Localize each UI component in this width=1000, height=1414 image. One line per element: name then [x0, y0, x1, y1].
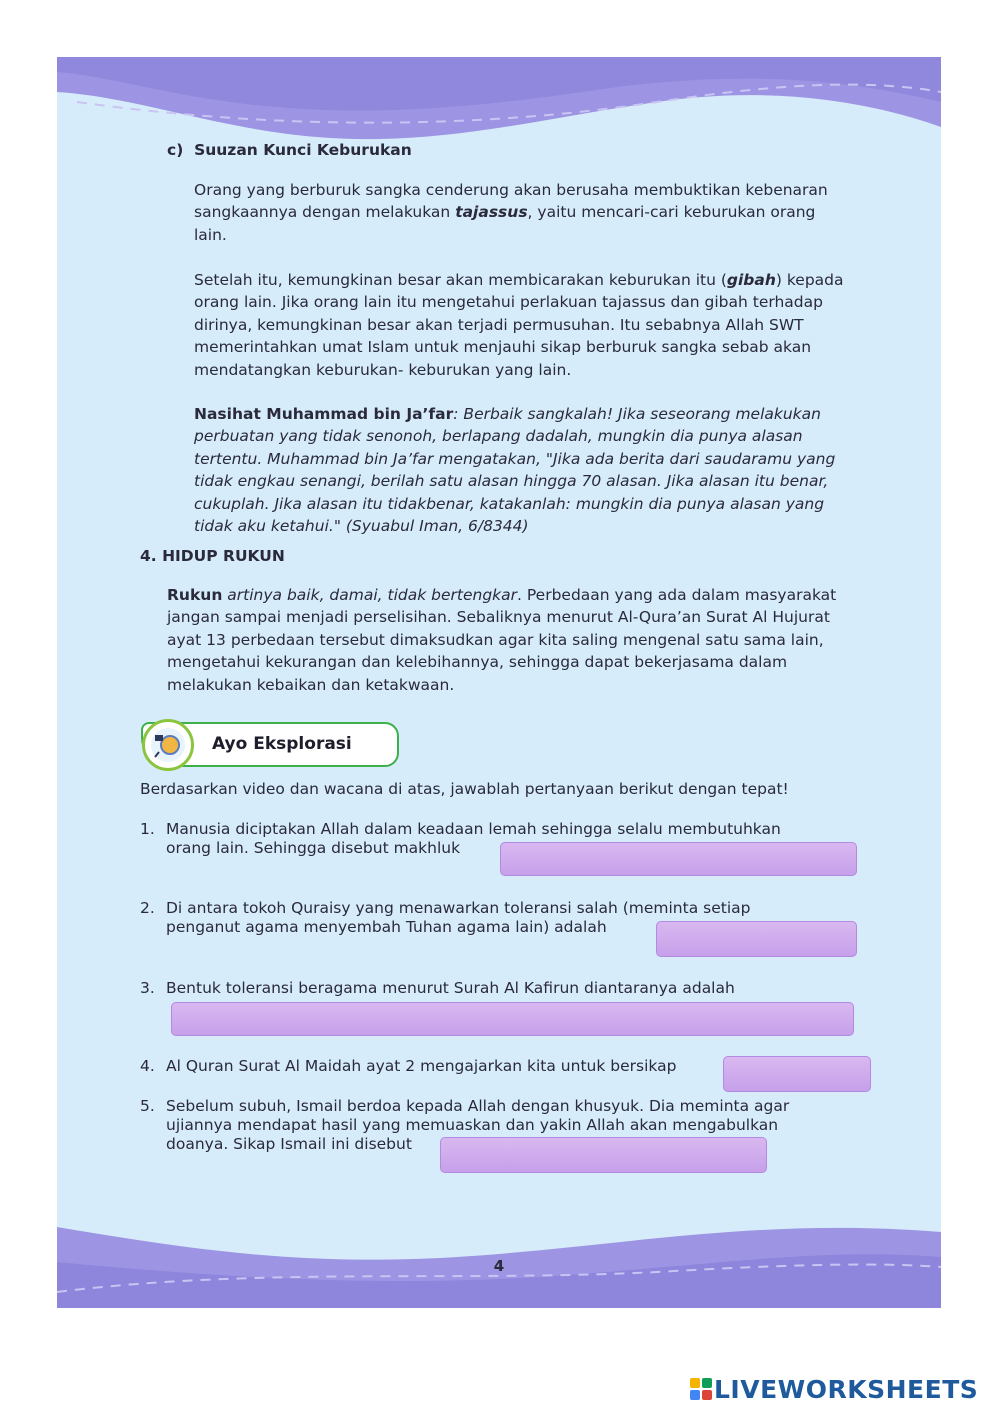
section-c-paragraph-1: Orang yang berburuk sangka cenderung akan berusaha membuktikan kebenaran sangkaannya dengan melakukan tajassus, yaitu mencari-cari keburukan orang lain.	[194, 180, 828, 244]
section-c-paragraph-2: Setelah itu, kemungkinan besar akan membicarakan keburukan itu (gibah) kepada orang lain. Jika orang lain itu mengetahui perlakuan tajassus dan gibah terhadap dirinya, kemungkinan besar akan terjadi permusuhan. Itu sebabnya Allah SWT memerintahkan umat Islam untuk menjauhi sikap berburuk sangka sebab akan mendatangkan keburukan- keburukan yang lain.	[194, 270, 844, 379]
logo-grid-icon	[690, 1378, 712, 1400]
answer-field-1[interactable]	[500, 842, 857, 876]
term-tajassus: tajassus	[455, 203, 528, 222]
answer-field-2[interactable]	[656, 921, 857, 957]
question-text-line: ujiannya mendapat hasil yang memuaskan dan yakin Allah akan mengabulkan	[166, 1116, 779, 1134]
answer-field-5[interactable]	[440, 1137, 767, 1173]
section-4-paragraph: Rukun artinya baik, damai, tidak bertengkar. Perbedaan yang ada dalam masyarakat jangan sampai menjadi perselisihan. Sebaliknya menurut Al-Qura’an Surat Al Hujurat ayat 13 perbedaan tersebut dimaksudkan agar kita saling mengenal satu sama lain, mengetahui kekurangan dan kelebihannya, sehingga dapat bekerjasama dalam melakukan kebaikan dan ketakwaan.	[167, 585, 837, 694]
question-text-line: doanya. Sikap Ismail ini disebut	[166, 1135, 412, 1153]
brand-text: LIVEWORKSHEETS	[714, 1374, 979, 1404]
question-text-line: Bentuk toleransi beragama menurut Surah Al Kafirun diantaranya adalah	[166, 979, 735, 997]
question-number: 4.	[140, 1057, 155, 1075]
explore-badge-icon	[142, 719, 194, 771]
question-text-line: orang lain. Sehingga disebut makhluk	[166, 839, 461, 857]
question-number: 1.	[140, 820, 155, 838]
answer-field-3[interactable]	[171, 1002, 854, 1036]
question-text-line: Di antara tokoh Quraisy yang menawarkan toleransi salah (meminta setiap	[166, 899, 751, 917]
section-c-heading	[167, 141, 412, 159]
worksheet-page	[57, 57, 941, 1308]
instruction-text: Berdasarkan video dan wacana di atas, jawablah pertanyaan berikut dengan tepat!	[140, 780, 789, 798]
question-text-line: penganut agama menyembah Tuhan agama lain) adalah	[166, 918, 607, 936]
term-rukun: Rukun	[167, 585, 223, 604]
section-c-marker: c)	[167, 141, 184, 159]
question-number: 2.	[140, 899, 155, 917]
section-c-title: Suuzan Kunci Keburukan	[194, 141, 412, 159]
question-number: 3.	[140, 979, 155, 997]
page-number: 4	[493, 1257, 505, 1275]
question-text-line: Sebelum subuh, Ismail berdoa kepada Allah dengan khusyuk. Dia meminta agar	[166, 1097, 790, 1115]
liveworksheets-logo	[690, 1372, 978, 1406]
rukun-definition: artinya baik, damai, tidak bertengkar	[222, 585, 518, 604]
explore-label: Ayo Eksplorasi	[212, 734, 352, 754]
advice-text: : Berbaik sangkalah! Jika seseorang melakukan perbuatan yang tidak senonoh, berlapang dadalah, mungkin dia punya alasan tertentu. Muhammad bin Ja’far mengatakan, "Jika ada berita dari saudaramu yang tidak engkau senangi, berilah satu alasan hingga 70 alasan. Jika alasan itu benar, cukuplah. Jika alasan itu tidakbenar, katakanlah: mungkin dia punya alasan yang tidak aku ketahui." (Syuabul Iman, 6/8344)	[194, 404, 836, 536]
answer-field-4[interactable]	[723, 1056, 871, 1092]
advice-label: Nasihat Muhammad bin Ja’far	[194, 404, 454, 423]
section-4-heading: 4. HIDUP RUKUN	[140, 547, 285, 565]
term-gibah: gibah	[726, 270, 776, 289]
question-number: 5.	[140, 1097, 155, 1115]
advice-paragraph	[194, 403, 866, 539]
question-text-line: Manusia diciptakan Allah dalam keadaan lemah sehingga selalu membutuhkan	[166, 820, 781, 838]
question-text-line: Al Quran Surat Al Maidah ayat 2 mengajarkan kita untuk bersikap	[166, 1057, 677, 1075]
